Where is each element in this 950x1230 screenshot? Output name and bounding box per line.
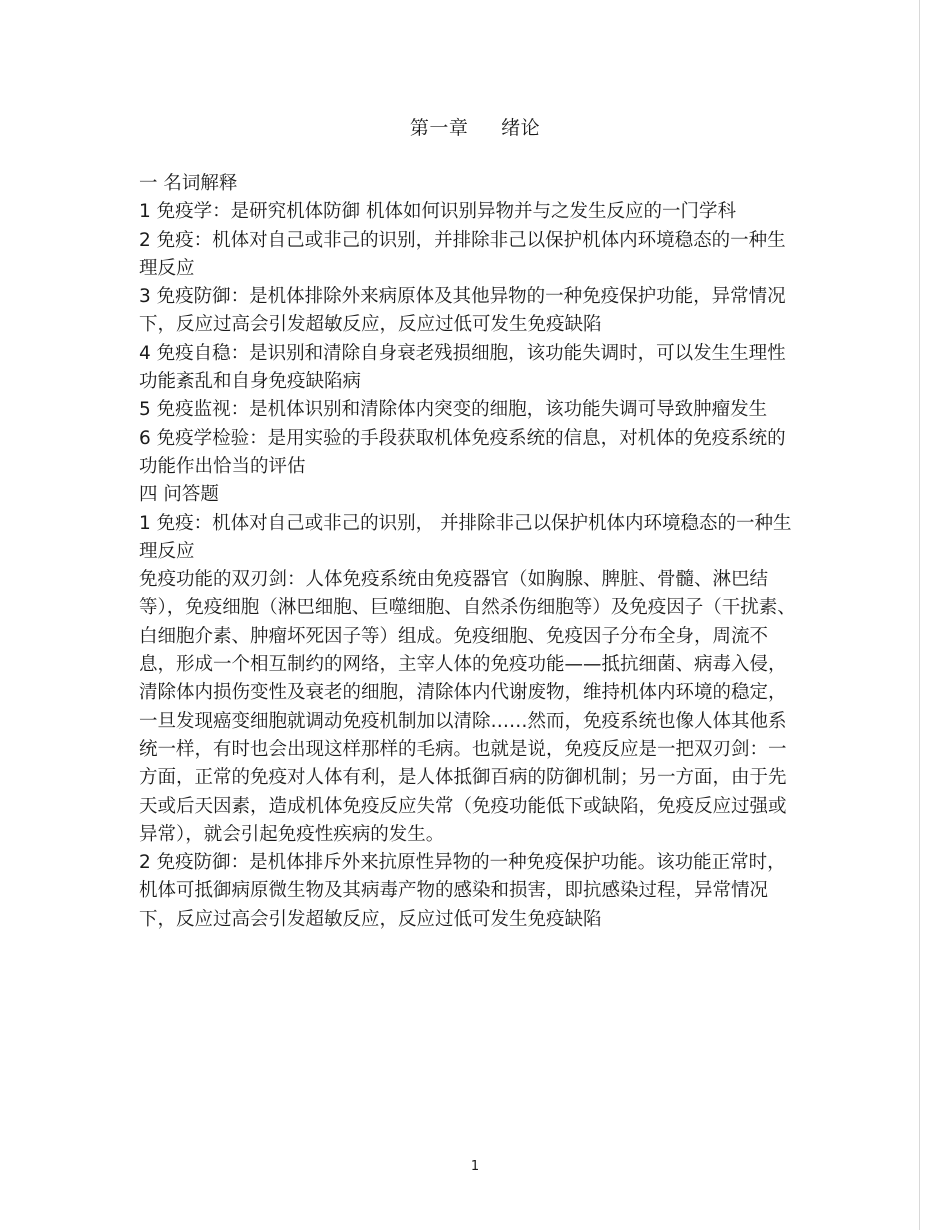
definition-immunity: 2 免疫：机体对自己或非己的识别，并排除非己以保护机体内环境稳态的一种生理反应 [139, 229, 786, 279]
answer-double-edged-sword: 免疫功能的双刃剑：人体免疫系统由免疫器官（如胸腺、脾脏、骨髓、淋巴结等），免疫细胞（淋巴细胞、巨噬细胞、自然杀伤细胞等）及免疫因子（干扰素、白细胞介素、肿瘤坏死因子等）组成。免疫细胞、免疫因子分布全身，周流不息，形成一个相互制约的网络，主宰人体的免疫功能——抵抗细菌、病毒入侵，清除体内损伤变性及衰老的细胞，清除体内代谢废物，维持机体内环境的稳定，一旦发现癌变细胞就调动免疫机制加以清除……然而，免疫系统也像人体其他系统一样，有时也会出现这样那样的毛病。也就是说，免疫反应是一把双刃剑：一方面，正常的免疫对人体有利，是人体抵御百病的防御机制；另一方面，由于先天或后天因素，造成机体免疫反应失常（免疫功能低下或缺陷，免疫反应过强或异常），就会引起免疫性疾病的发生。 [139, 569, 796, 845]
answer-immune-defense: 2 免疫防御：是机体排斥外来抗原性异物的一种免疫保护功能。该功能正常时，机体可抵御病原微生物及其病毒产物的感染和损害，即抗感染过程，异常情况下，反应过高会引发超敏反应，反应过低可发生免疫缺陷 [139, 852, 786, 930]
section-heading-definitions: 一 名词解释 [139, 173, 238, 194]
chapter-title: 第一章 绪论 [409, 117, 541, 139]
section-heading-questions: 四 问答题 [139, 484, 219, 506]
definition-immune-surveillance: 5 免疫监视：是机体识别和清除体内突变的细胞，该功能失调可导致肿瘤发生 [139, 399, 768, 421]
definition-immune-defense: 3 免疫防御：是机体排除外来病原体及其他异物的一种免疫保护功能，异常情况下，反应过高会引发超敏反应，反应过低可发生免疫缺陷 [139, 286, 786, 336]
answer-immunity: 1 免疫：机体对自己或非己的识别， 并排除非己以保护机体内环境稳态的一种生理反应 [139, 512, 792, 562]
document-body [139, 170, 799, 934]
definition-immunological-testing: 6 免疫学检验：是用实验的手段获取机体免疫系统的信息，对机体的免疫系统的功能作出恰当的评估 [139, 427, 786, 477]
definition-immune-homeostasis: 4 免疫自稳：是识别和清除自身衰老残损细胞，该功能失调时，可以发生生理性功能紊乱和自身免疫缺陷病 [139, 342, 786, 393]
definition-immunology: 1 免疫学：是研究机体防御 机体如何识别异物并与之发生反应的一门学科 [139, 201, 737, 223]
page-number: 1 [470, 1159, 480, 1174]
page-edge-divider [919, 0, 920, 1230]
